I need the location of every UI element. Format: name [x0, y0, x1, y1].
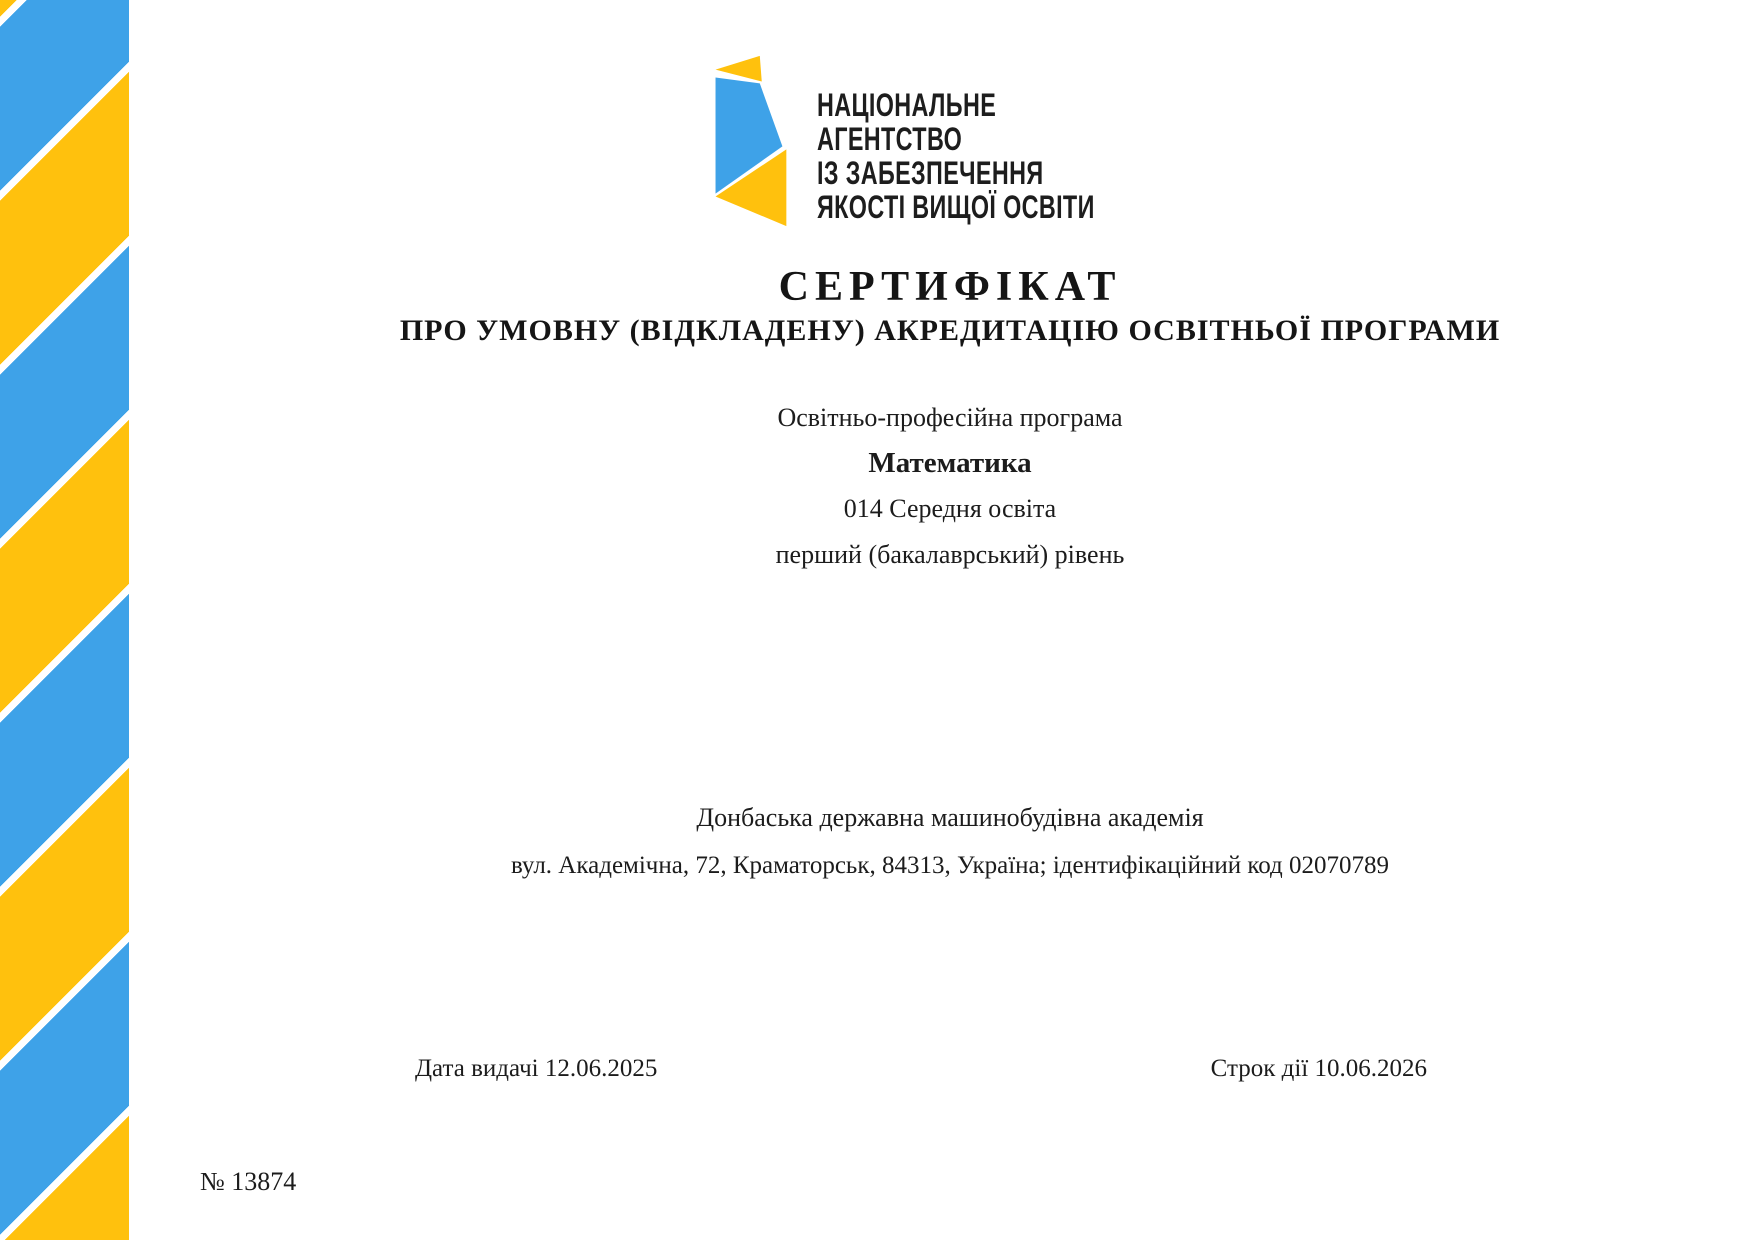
- program-name: Математика: [868, 447, 1032, 479]
- agency-logo-block: [146, 0, 1754, 230]
- validity-date: Строк дії 10.06.2026: [1210, 1055, 1427, 1082]
- agency-name-line: АГЕНТСТВО: [816, 121, 962, 157]
- agency-name-line: НАЦІОНАЛЬНЕ: [816, 87, 996, 123]
- agency-name-line: ІЗ ЗАБЕЗПЕЧЕННЯ: [816, 155, 1044, 191]
- certificate-content: [146, 0, 1754, 1240]
- education-level: перший (бакалаврський) рівень: [775, 540, 1125, 569]
- institution-name: Донбаська державна машинобудівна академія: [696, 803, 1204, 832]
- certificate-title: СЕРТИФІКАТ: [778, 264, 1122, 310]
- institution-address: вул. Академічна, 72, Краматорськ, 84313, Україна; ідентифікаційний код 02070789: [510, 852, 1389, 879]
- diagonal-stripes-decoration: [0, 0, 129, 1240]
- program-type: Освітньо-професійна програма: [777, 403, 1123, 432]
- agency-name-line: ЯКОСТІ ВИЩОЇ ОСВІТИ: [816, 189, 1095, 225]
- agency-name: [817, 88, 1197, 224]
- certificate-subtitle: ПРО УМОВНУ (ВІДКЛАДЕНУ) АКРЕДИТАЦІЮ ОСВІТНЬОЇ ПРОГРАМИ: [399, 314, 1501, 347]
- specialty-code-name: 014 Середня освіта: [843, 494, 1057, 523]
- logo-top-yellow-triangle: [715, 56, 761, 82]
- certificate-number: № 13874: [200, 1167, 297, 1196]
- issue-date: Дата видачі 12.06.2025: [415, 1055, 658, 1082]
- naqa-flag-icon: [703, 48, 791, 230]
- dates-row: [146, 1053, 1754, 1084]
